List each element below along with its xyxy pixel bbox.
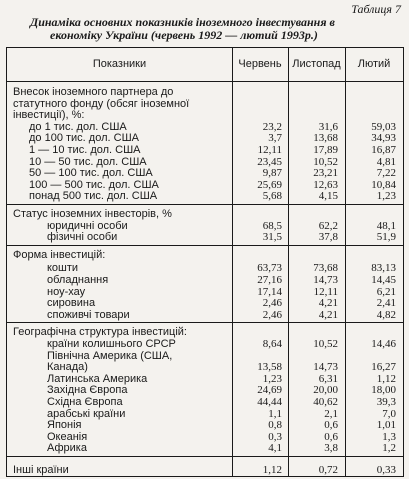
cell-value: 59,03 <box>371 120 396 133</box>
row-label: 50 — 100 тис. дол. США <box>29 167 153 180</box>
cell-value: 18,00 <box>371 384 396 397</box>
row-label: 10 — 50 тис. дол. США <box>29 155 147 168</box>
section-title: інвестиції), %: <box>13 109 85 122</box>
cell-value: 14,73 <box>313 274 338 286</box>
cell-value: 23,45 <box>257 155 282 168</box>
cell-value: 48,1 <box>376 219 396 232</box>
footer-divider <box>7 456 403 457</box>
cell-value: 6,31 <box>318 372 338 385</box>
cell-value: 3,7 <box>268 132 282 145</box>
header-indicators: Показники <box>92 58 147 70</box>
row-label: ноу-хау <box>47 285 86 298</box>
cell-value: 12,11 <box>257 144 282 156</box>
cell-value: 14,46 <box>371 338 396 350</box>
cell-value: 1,12 <box>376 372 396 385</box>
cell-value: 0,3 <box>268 430 282 443</box>
row-label: Північна Америка (США, <box>47 349 173 362</box>
cell-value: 16,27 <box>371 361 396 374</box>
cell-value: 34,93 <box>371 132 396 145</box>
cell-value: 0,33 <box>376 464 396 476</box>
cell-value: 3,8 <box>324 442 338 455</box>
row-label: 100 — 500 тис. дол. США <box>29 178 159 191</box>
cell-value: 63,73 <box>257 262 282 275</box>
cell-value: 31,5 <box>262 231 282 244</box>
cell-value: 1,01 <box>376 419 396 432</box>
cell-value: 0,72 <box>318 464 338 476</box>
header-june: Червень <box>238 58 282 70</box>
cell-value: 12,63 <box>313 178 338 191</box>
row-label: обладнання <box>47 274 109 286</box>
row-label: споживчі товари <box>47 308 130 321</box>
caption-line: економіку України (червень 1992 — лютий 1993р.) <box>50 28 318 42</box>
cell-value: 17,89 <box>313 144 338 156</box>
row-label: Океанія <box>47 430 88 443</box>
cell-value: 10,52 <box>313 155 338 168</box>
cell-value: 4,82 <box>376 308 396 321</box>
cell-value: 23,2 <box>262 120 282 133</box>
header-november: Листопад <box>292 58 341 70</box>
row-label: Канада) <box>47 361 88 374</box>
cell-value: 0,6 <box>324 430 338 443</box>
cell-value: 17,14 <box>257 285 282 298</box>
cell-value: 44,44 <box>257 396 282 408</box>
row-label: Східна Європа <box>47 396 123 408</box>
section-title: Статус іноземних інвесторів, % <box>13 208 172 220</box>
cell-value: 1,12 <box>262 464 282 476</box>
row-label: юридичні особи <box>47 219 128 232</box>
row-label: Латинська Америка <box>47 372 148 385</box>
table-caption <box>30 16 390 42</box>
row-label: 1 — 10 тис. дол. США <box>29 144 141 156</box>
cell-value: 1,1 <box>268 407 282 420</box>
cell-value: 4,21 <box>318 308 338 321</box>
cell-value: 16,87 <box>371 144 396 156</box>
header-february: Лютий <box>357 58 391 70</box>
caption-line: Динаміка основних показників іноземного інвестування в <box>30 15 335 29</box>
cell-value: 31,6 <box>318 120 338 133</box>
cell-value: 8,64 <box>262 338 282 350</box>
cell-value: 9,87 <box>262 167 282 180</box>
cell-value: 2,41 <box>376 297 396 310</box>
cell-value: 83,13 <box>371 262 396 275</box>
cell-value: 4,21 <box>318 297 338 310</box>
cell-value: 4,15 <box>318 190 338 203</box>
section-title: Географічна структура інвестицій: <box>13 326 187 339</box>
section-divider <box>7 204 403 205</box>
cell-value: 20,00 <box>313 384 338 397</box>
cell-value: 0,8 <box>268 419 282 432</box>
row-label: арабські країни <box>47 407 126 420</box>
row-label: кошти <box>47 262 79 275</box>
cell-value: 39,3 <box>376 396 396 408</box>
row-label: Африка <box>47 442 87 455</box>
cell-value: 62,2 <box>318 219 338 232</box>
cell-value: 25,69 <box>257 178 282 191</box>
cell-value: 6,21 <box>376 285 396 298</box>
row-label: до 1 тис. дол. США <box>29 120 127 133</box>
cell-value: 40,62 <box>313 396 338 408</box>
section-title: Внесок іноземного партнера до <box>13 86 174 98</box>
cell-value: 7,22 <box>376 167 396 180</box>
cell-value: 73,68 <box>313 262 338 275</box>
cell-value: 2,1 <box>324 407 338 420</box>
table-number: Таблиця 7 <box>351 2 401 16</box>
section-title: статутного фонду (обсяг іноземної <box>13 97 190 110</box>
cell-value: 5,68 <box>262 190 282 203</box>
cell-value: 1,3 <box>382 430 396 443</box>
row-label: країни колишнього СРСР <box>47 338 176 350</box>
cell-value: 7,0 <box>382 407 396 420</box>
cell-value: 24,69 <box>257 384 282 397</box>
cell-value: 1,23 <box>376 190 396 203</box>
cell-value: 10,84 <box>371 178 396 191</box>
row-label: Японія <box>47 419 82 432</box>
section-title: Форма інвестицій: <box>13 248 106 261</box>
cell-value: 23,21 <box>313 167 338 180</box>
footer-label: Інші країни <box>13 464 69 476</box>
cell-value: 37,8 <box>318 231 338 244</box>
cell-value: 1,23 <box>262 372 282 385</box>
cell-value: 2,46 <box>262 297 282 310</box>
section-divider <box>7 322 403 323</box>
row-label: фізичні особи <box>47 231 118 244</box>
cell-value: 14,73 <box>313 361 338 374</box>
cell-value: 12,11 <box>313 285 338 298</box>
investment-table <box>6 47 404 477</box>
cell-value: 68,5 <box>262 219 282 232</box>
cell-value: 13,68 <box>313 132 338 145</box>
cell-value: 14,45 <box>371 274 396 286</box>
section-divider <box>7 245 403 246</box>
cell-value: 0,6 <box>324 419 338 432</box>
table-header <box>7 48 403 82</box>
cell-value: 4,1 <box>268 442 282 455</box>
cell-value: 4,81 <box>376 155 396 168</box>
cell-value: 2,46 <box>262 308 282 321</box>
row-label: до 100 тис. дол. США <box>29 132 139 145</box>
row-label: Західна Європа <box>47 384 128 397</box>
row-label: сировина <box>47 297 96 310</box>
row-label: понад 500 тис. дол. США <box>29 190 158 203</box>
cell-value: 1,2 <box>382 442 396 455</box>
cell-value: 13,58 <box>257 361 282 374</box>
cell-value: 51,9 <box>376 231 396 244</box>
cell-value: 10,52 <box>313 338 338 350</box>
cell-value: 27,16 <box>257 274 282 286</box>
